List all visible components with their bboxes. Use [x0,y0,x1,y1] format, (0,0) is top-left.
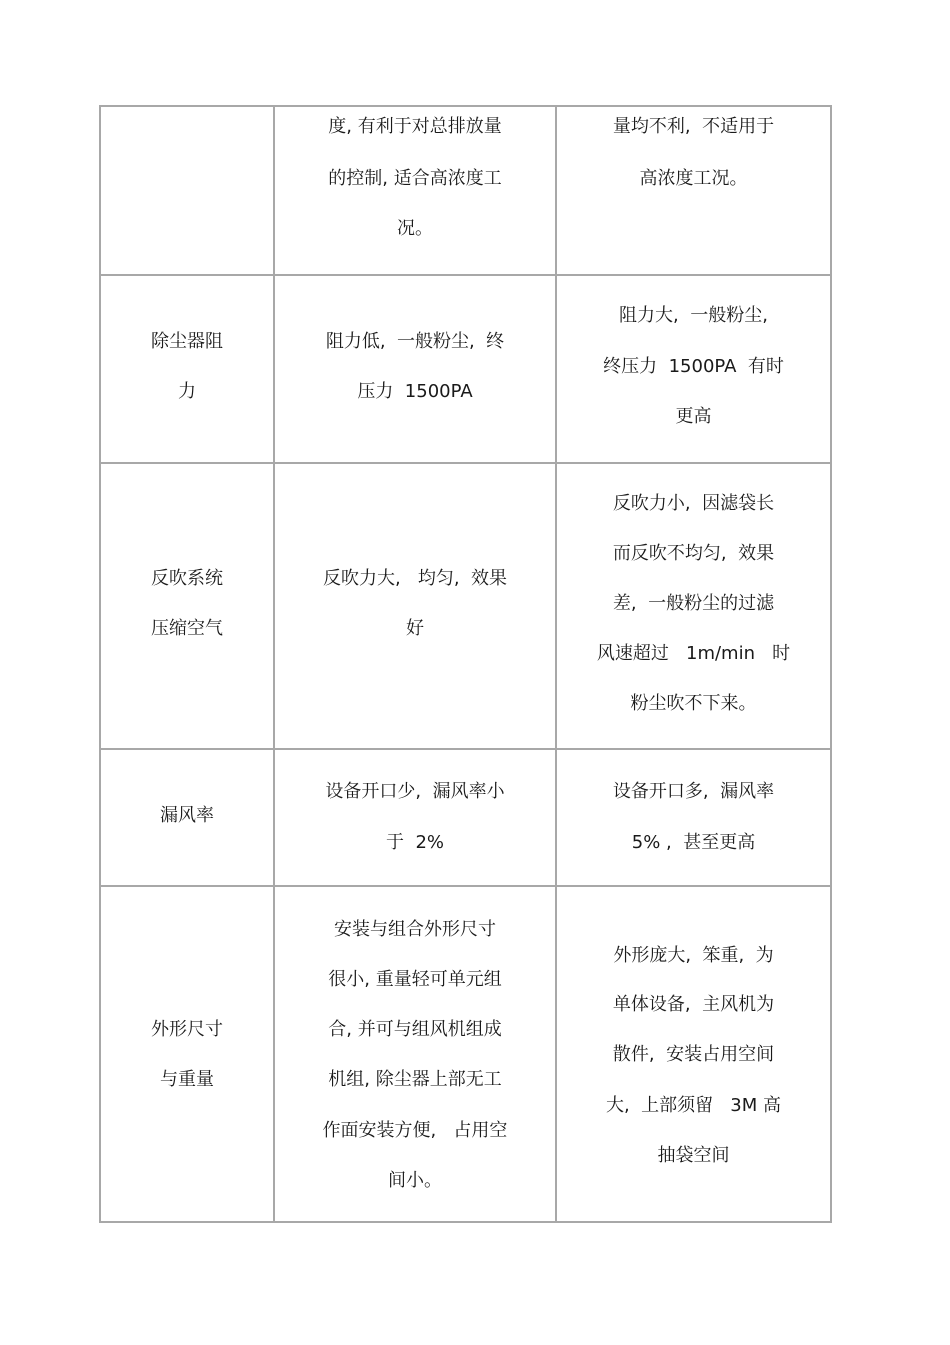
table-cell-reverse [557,887,830,1221]
cell-line: 阻力大, 一般粉尘, [619,305,768,326]
cell-line: 压力 1500PA [357,381,473,402]
table-cell-item [101,750,273,885]
table-cell-pulse [275,464,555,748]
cell-line: 度, 有利于对总排放量 [328,116,502,137]
cell-line: 好 [406,618,424,639]
cell-line: 漏风率 [160,805,214,826]
table-cell-pulse [275,107,555,274]
cell-line: 安装与组合外形尺寸 [334,919,496,940]
cell-line: 5% , 甚至更高 [631,832,756,853]
cell-line: 设备开口多, 漏风率 [612,781,775,802]
table-cell-pulse [275,887,555,1221]
comparison-table [99,105,832,1223]
table-border-right [830,105,832,1223]
cell-line: 粉尘吹不下来。 [630,693,757,714]
cell-line: 合, 并可与组风机组成 [328,1019,502,1040]
cell-line: 反吹系统 [151,568,223,589]
table-cell-reverse [557,750,830,885]
table-cell-reverse [557,464,830,748]
cell-line: 外形庞大, 笨重, 为 [613,945,774,966]
cell-line: 的控制, 适合高浓度工 [328,168,502,189]
cell-line: 反吹力大, 均匀, 效果 [322,568,508,589]
cell-line: 机组, 除尘器上部无工 [328,1069,502,1090]
table-cell-pulse [275,750,555,885]
cell-line: 设备开口少, 漏风率小 [325,781,505,802]
cell-line: 外形尺寸 [151,1019,223,1040]
table-cell-pulse [275,276,555,462]
cell-line: 力 [178,381,196,402]
table-cell-reverse [557,276,830,462]
table-row [101,107,273,274]
cell-line: 量均不利, 不适用于 [612,116,775,137]
cell-line: 高浓度工况。 [639,168,748,189]
cell-line: 作面安装方便, 占用空 [322,1120,508,1141]
table-cell-reverse [557,107,830,274]
cell-line: 终压力 1500PA 有时 [603,356,784,377]
cell-line: 而反吹不均匀, 效果 [612,543,775,564]
table-border-bottom [99,1221,832,1223]
cell-line: 除尘器阻 [151,331,223,352]
cell-line: 况。 [397,218,433,239]
cell-line: 更高 [675,406,712,427]
cell-line: 间小。 [388,1170,442,1191]
cell-line: 单体设备, 主风机为 [612,994,775,1015]
table-cell-item [101,887,273,1221]
table-cell-item [101,276,273,462]
cell-line: 风速超过 1m/min 时 [596,643,791,664]
cell-line: 差, 一般粉尘的过滤 [612,593,775,614]
cell-line: 于 2% [386,832,444,853]
cell-line: 大, 上部须留 3M 高 [605,1095,782,1116]
cell-line: 很小, 重量轻可单元组 [328,969,502,990]
cell-line: 反吹力小, 因滤袋长 [612,493,775,514]
cell-line: 抽袋空间 [657,1145,730,1166]
table-cell-item [101,464,273,748]
cell-line: 阻力低, 一般粉尘, 终 [325,331,505,352]
cell-line: 散件, 安装占用空间 [612,1044,775,1065]
cell-line: 与重量 [160,1069,214,1090]
cell-line: 压缩空气 [151,618,223,639]
